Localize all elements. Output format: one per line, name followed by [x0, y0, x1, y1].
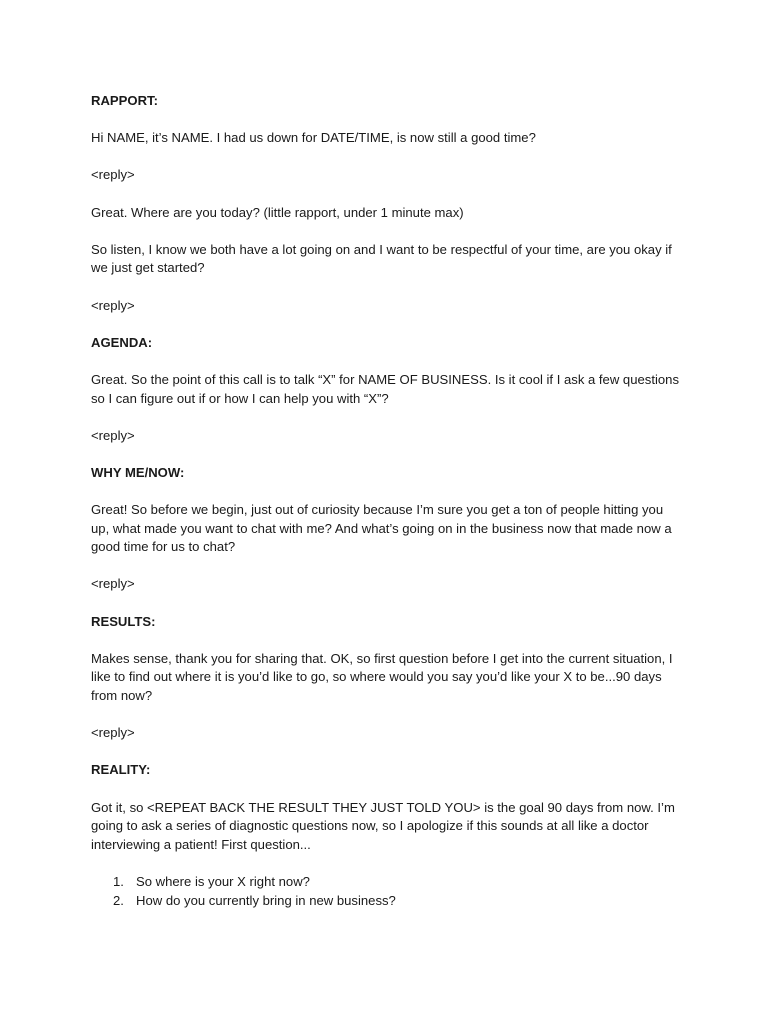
list-item: [91, 873, 681, 892]
rapport-paragraph-2: Great. Where are you today? (little rapport, under 1 minute max): [91, 204, 464, 220]
agenda-heading: AGENDA:: [91, 334, 153, 350]
why-me-now-heading: WHY ME/NOW:: [91, 464, 185, 480]
agenda-reply: <reply>: [91, 427, 135, 443]
rapport-paragraph-3: So listen, I know we both have a lot going on and I want to be respectful of your time, are you okay if we just get started?: [91, 241, 672, 276]
rapport-reply-1: <reply>: [91, 167, 135, 183]
agenda-paragraph: Great. So the point of this call is to talk “X” for NAME OF BUSINESS. Is it cool if I ask a few questions so I can figure out if or how I can help you with “X”?: [91, 371, 679, 406]
rapport-paragraph-1: Hi NAME, it’s NAME. I had us down for DATE/TIME, is now still a good time?: [91, 130, 536, 146]
list-item-number: 1.: [113, 873, 124, 889]
list-item-number: 2.: [113, 892, 124, 908]
why-me-now-paragraph: Great! So before we begin, just out of curiosity because I’m sure you get a ton of people hitting you up, what made you want to chat with me? And what’s going on in the business now that made now a good time for us to chat?: [91, 502, 672, 555]
why-me-now-reply: <reply>: [91, 576, 135, 592]
list-item: [91, 892, 681, 911]
results-paragraph: Makes sense, thank you for sharing that. OK, so first question before I get into the current situation, I like to find out where it is you’d like to go, so where would you say you’d like your X to be...90 days from now?: [91, 650, 673, 703]
results-heading: RESULTS:: [91, 613, 156, 629]
list-item-text: So where is your X right now?: [136, 873, 310, 889]
document-body: [91, 92, 681, 910]
reality-heading: REALITY:: [91, 762, 151, 778]
reality-question-list: [91, 873, 681, 910]
rapport-reply-2: <reply>: [91, 297, 135, 313]
reality-paragraph: Got it, so <REPEAT BACK THE RESULT THEY JUST TOLD YOU> is the goal 90 days from now. I’m going to ask a series of diagnostic questions now, so I apologize if this sounds at all like a doctor interviewing a patient! First question...: [91, 799, 675, 852]
results-reply: <reply>: [91, 725, 135, 741]
list-item-text: How do you currently bring in new business?: [136, 892, 396, 908]
rapport-heading: RAPPORT:: [91, 93, 158, 108]
